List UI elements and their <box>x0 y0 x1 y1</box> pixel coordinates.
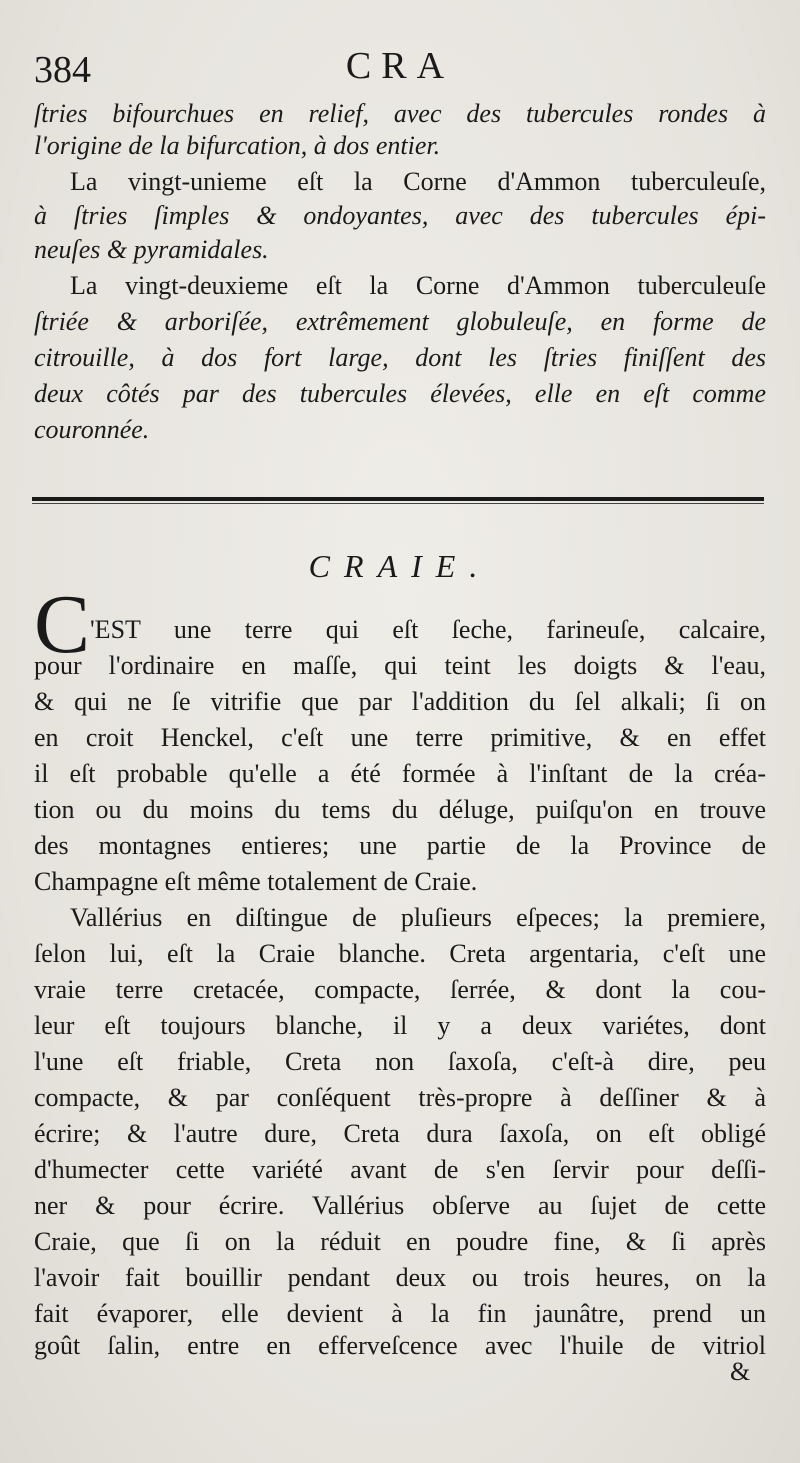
text-line: Craie, que ſi on la réduit en poudre fine, & ſi après <box>34 1227 766 1256</box>
text-line: deux côtés par des tubercules élevées, elle en eſt comme <box>34 379 766 408</box>
section-divider-thin <box>32 503 764 504</box>
text-line: & qui ne ſe vitrifie que par l'addition du ſel alkali; ſi on <box>34 687 766 716</box>
section-title: CRAIE. <box>308 548 492 584</box>
catchword: & <box>730 1357 751 1386</box>
text-line: 'EST une terre qui eſt ſeche, farineuſe, calcaire, <box>90 615 766 644</box>
text-line: Champagne eſt même totalement de Craie. <box>34 867 478 896</box>
text-line: Vallérius en diſtingue de pluſieurs eſpeces; la premiere, <box>70 903 766 932</box>
text-line: ſtries bifourchues en relief, avec des tubercules rondes à <box>34 99 766 128</box>
text-line: couronnée. <box>34 415 150 444</box>
drop-cap: C <box>34 578 91 671</box>
text-line: l'une eſt friable, Creta non ſaxoſa, c'eſt-à dire, peu <box>34 1047 766 1076</box>
text-line: La vingt-deuxieme eſt la Corne d'Ammon tuberculeuſe <box>70 271 766 300</box>
text-line: pour l'ordinaire en maſſe, qui teint les doigts & l'eau, <box>34 651 766 680</box>
text-line: citrouille, à dos fort large, dont les ſtries finiſſent des <box>34 343 766 372</box>
text-line: tion ou du moins du tems du déluge, puiſqu'on en trouve <box>34 795 766 824</box>
page-number: 384 <box>34 49 91 91</box>
text-line: d'humecter cette variété avant de s'en ſervir pour deſſi- <box>34 1155 766 1184</box>
text-line: leur eſt toujours blanche, il y a deux variétes, dont <box>34 1011 766 1040</box>
text-line: goût ſalin, entre en effervеſcence avec l'huile de vitriol <box>34 1331 766 1360</box>
text-line: vraie terre cretacée, compacte, ſerrée, & dont la cou- <box>34 975 766 1004</box>
text-line: fait évaporer, elle devient à la fin jaunâtre, prend un <box>34 1299 766 1328</box>
text-line: neuſes & pyramidales. <box>34 235 269 264</box>
text-line: il eſt probable qu'elle a été formée à l'inſtant de la créa- <box>34 759 766 788</box>
text-line: ſtriée & arboriſée, extrêmement globuleuſe, en forme de <box>34 307 766 336</box>
text-line: des montagnes entieres; une partie de la Province de <box>34 831 766 860</box>
text-line: ner & pour écrire. Vallérius obſerve au ſujet de cette <box>34 1191 766 1220</box>
running-title: CRA <box>345 45 455 87</box>
text-line: en croit Henckel, c'eſt une terre primitive, & en effet <box>34 723 766 752</box>
text-line: à ſtries ſimples & ondoyantes, avec des tubercules épi- <box>34 201 766 230</box>
text-line: compacte, & par conſéquent très-propre à deſſiner & à <box>34 1083 766 1112</box>
text-line: ſelon lui, eſt la Craie blanche. Creta argentaria, c'eſt une <box>34 939 766 968</box>
text-line: écrire; & l'autre dure, Creta dura ſaxoſa, on eſt obligé <box>34 1119 766 1148</box>
section-divider <box>32 497 764 501</box>
text-line: l'origine de la bifurcation, à dos entier. <box>34 131 441 160</box>
text-line: l'avoir fait bouillir pendant deux ou trois heures, on la <box>34 1263 766 1292</box>
text-line: La vingt-unieme eſt la Corne d'Ammon tuberculeuſe, <box>70 167 766 196</box>
